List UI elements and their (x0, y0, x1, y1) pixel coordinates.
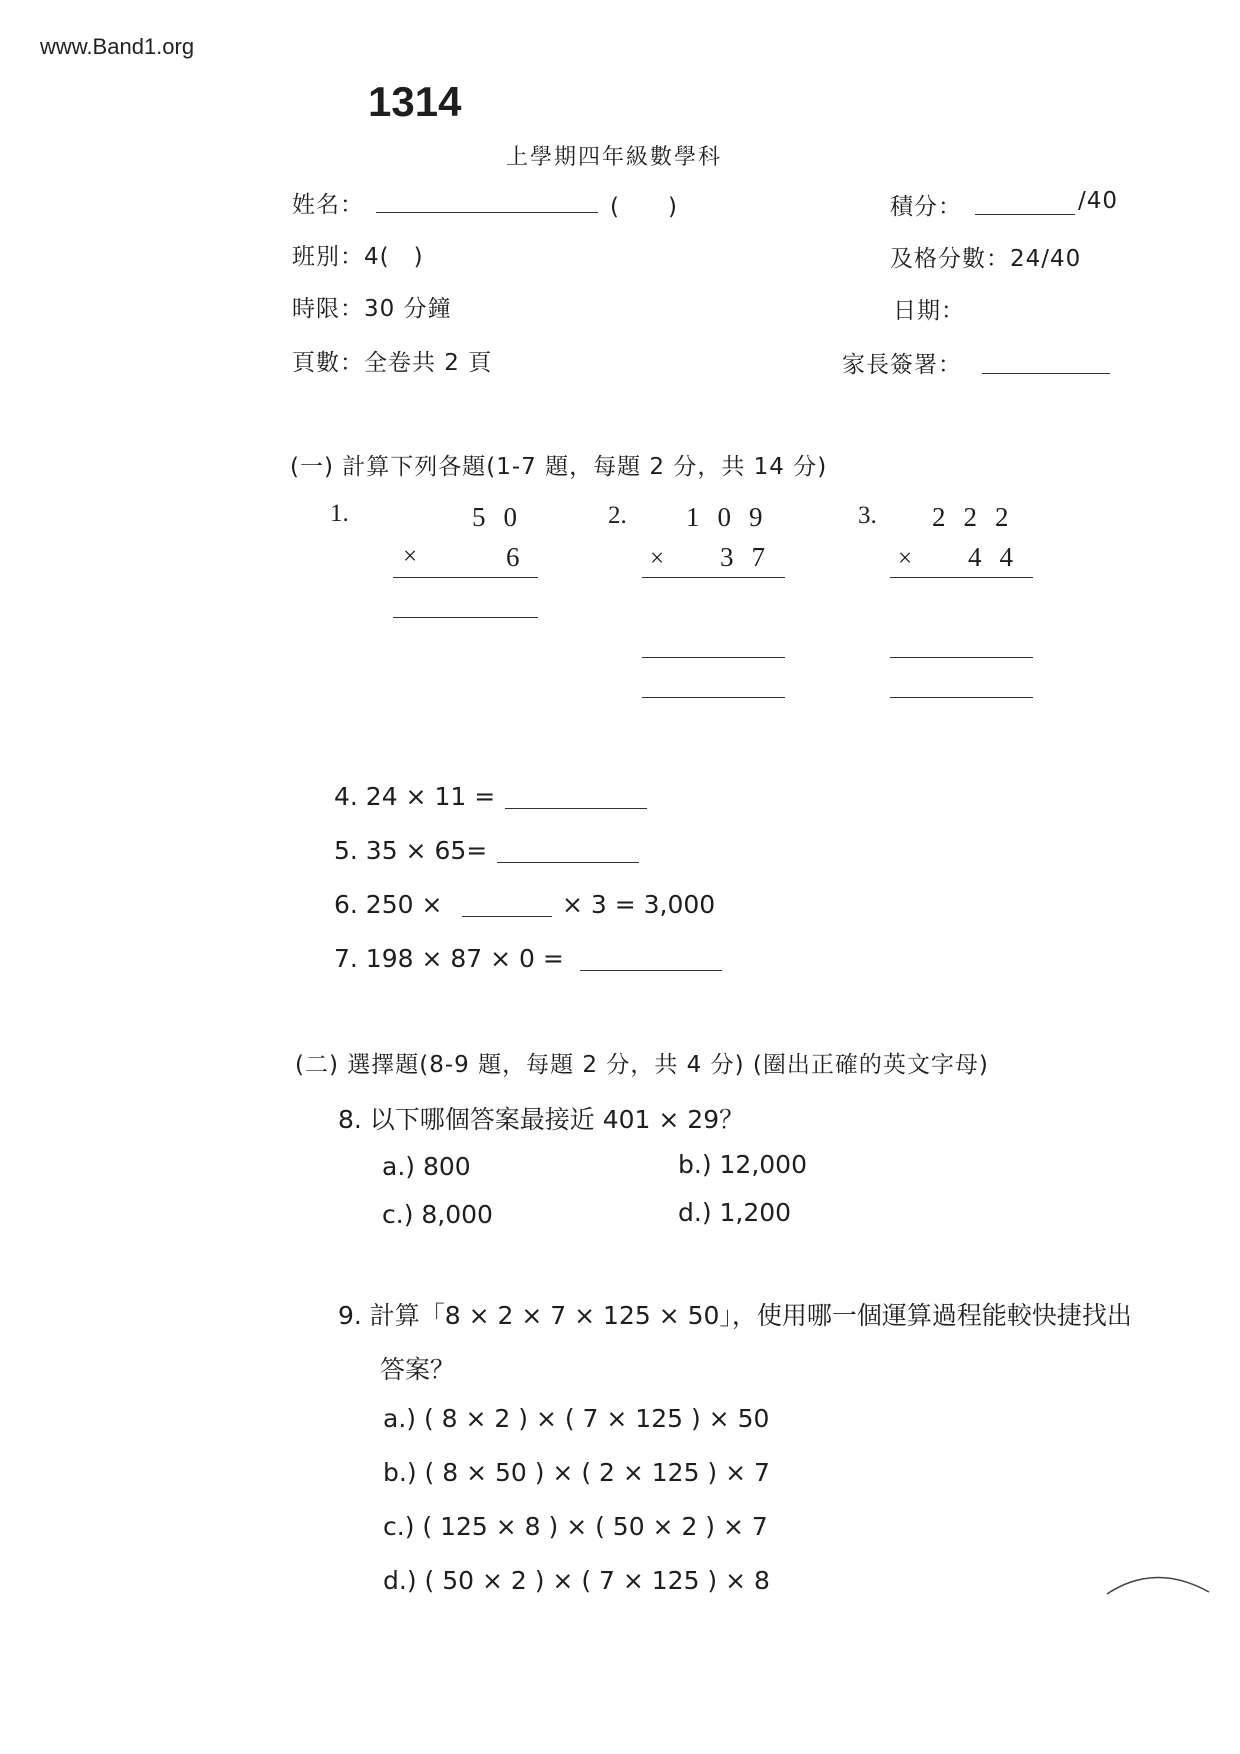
q1-line (393, 577, 538, 578)
q8-option-b: b.) 12,000 (678, 1150, 807, 1179)
q3-operator: × (898, 545, 913, 572)
q1-multiplicand: 50 (472, 502, 535, 532)
q9-option-d: d.) ( 50 × 2 ) × ( 7 × 125 ) × 8 (383, 1566, 770, 1595)
q2-partial-line (642, 657, 785, 658)
q5-text: 5. 35 × 65= (334, 836, 488, 865)
q4-text: 4. 24 × 11 = (334, 782, 496, 811)
score-label: 積分： (890, 194, 962, 220)
q9-option-a: a.) ( 8 × 2 ) × ( 7 × 125 ) × 50 (383, 1404, 770, 1433)
date-label: 日期： (893, 298, 965, 324)
q1-multiplier: 6 (506, 542, 538, 572)
q9-option-c: c.) ( 125 × 8 ) × ( 50 × 2 ) × 7 (383, 1512, 768, 1541)
score-blank (975, 214, 1075, 215)
name-label: 姓名： (292, 192, 364, 218)
q9-option-b: b.) ( 8 × 50 ) × ( 2 × 125 ) × 7 (383, 1458, 770, 1487)
q2-multiplier: 37 (720, 542, 783, 572)
q8-option-d: d.) 1,200 (678, 1198, 792, 1227)
name-blank (376, 212, 598, 213)
q4-answer-blank (505, 808, 647, 809)
signature-blank (982, 373, 1110, 374)
q6-text-a: 6. 250 × (334, 890, 443, 919)
document-code: 1314 (368, 78, 462, 125)
q8-option-a: a.) 800 (382, 1152, 471, 1181)
q6-answer-blank (462, 916, 552, 917)
q2-line (642, 577, 785, 578)
section1-heading: (一) 計算下列各題(1-7 題，每題 2 分，共 14 分) (290, 454, 828, 480)
decorative-arc (1105, 1568, 1215, 1598)
class-label: 班別：4( ) (292, 244, 424, 270)
q3-answer-line (890, 697, 1033, 698)
q1-answer-line (393, 617, 538, 618)
section2-heading: (二) 選擇題(8-9 題，每題 2 分，共 4 分) (圈出正確的英文字母) (295, 1052, 989, 1078)
q7-text: 7. 198 × 87 × 0 = (334, 944, 564, 973)
q9-text-line2: 答案？ (380, 1355, 456, 1384)
q3-number: 3. (858, 502, 877, 529)
pass-mark-label: 及格分數：24/40 (890, 246, 1082, 272)
q5-answer-blank (497, 862, 639, 863)
score-total: /40 (1078, 188, 1119, 214)
q3-multiplicand: 222 (932, 502, 1027, 532)
q2-answer-line (642, 697, 785, 698)
class-number-paren: ( ) (610, 194, 678, 220)
q2-multiplicand: 109 (686, 502, 781, 532)
q3-partial-line (890, 657, 1033, 658)
q3-multiplier: 44 (968, 542, 1031, 572)
q7-answer-blank (580, 970, 722, 971)
q8-text: 8. 以下哪個答案最接近 401 × 29？ (338, 1105, 745, 1134)
q1-number: 1. (330, 500, 349, 527)
q6-text-b: × 3 = 3,000 (562, 890, 716, 919)
q1-operator: × (403, 543, 418, 570)
parent-signature-label: 家長簽署： (842, 352, 962, 378)
q2-operator: × (650, 545, 665, 572)
exam-title: 上學期四年級數學科 (506, 145, 723, 170)
q8-option-c: c.) 8,000 (382, 1200, 493, 1229)
pages-label: 頁數：全卷共 2 頁 (292, 350, 493, 376)
q9-text-line1: 9. 計算「8 × 2 × 7 × 125 × 50」，使用哪一個運算過程能較快捷找出 (338, 1301, 1132, 1330)
watermark-text: www.Band1.org (40, 34, 195, 59)
time-limit-label: 時限：30 分鐘 (292, 296, 452, 322)
q3-line (890, 577, 1033, 578)
q2-number: 2. (608, 502, 627, 529)
